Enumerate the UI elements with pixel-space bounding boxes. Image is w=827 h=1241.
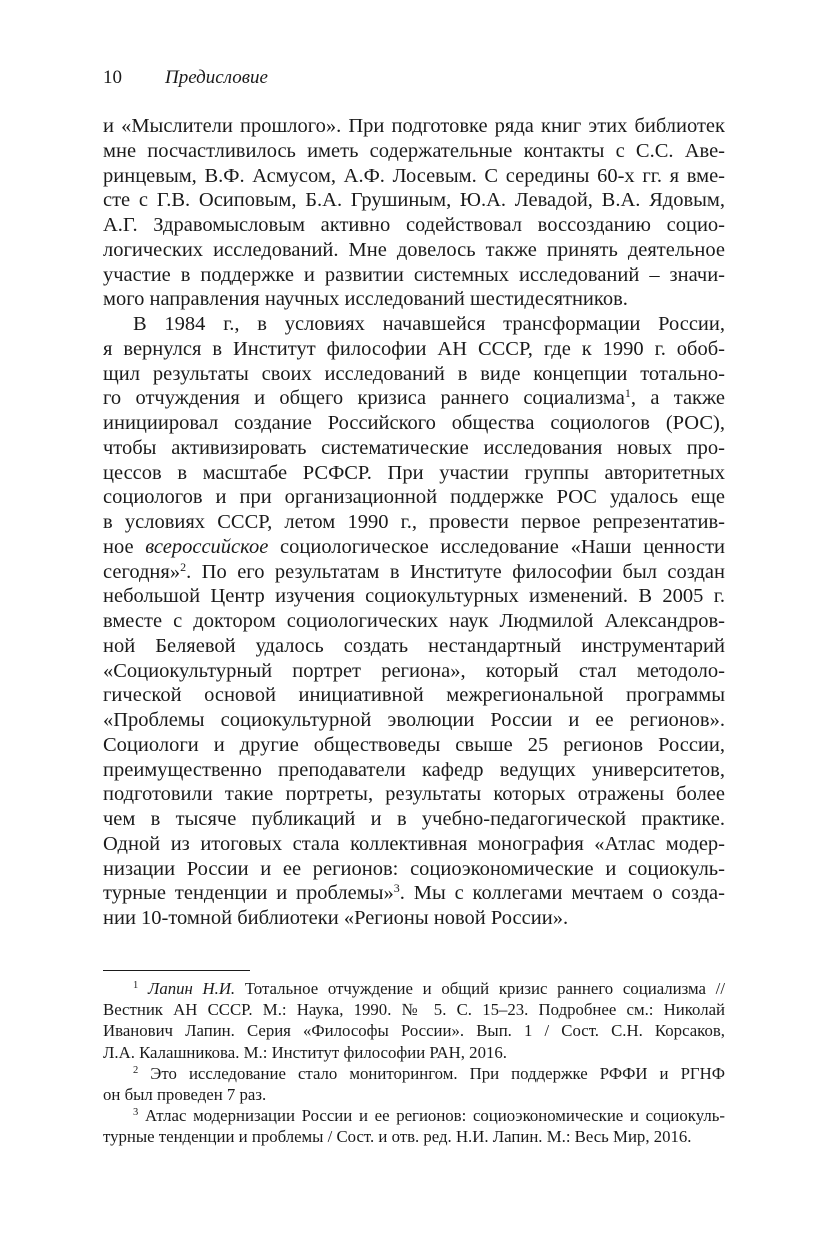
text-line: ной Беляевой удалось создать нестандартный инструментарий [103, 634, 725, 657]
footnote-mark: 2 [133, 1064, 139, 1076]
text-segment: го отчуждения и общего кризиса раннего социализма [103, 387, 625, 410]
text-line: я вернулся в Институт философии АН СССР, где к 1990 г. обоб- [103, 337, 725, 360]
footnote-line: он был проведен 7 раз. [103, 1084, 267, 1104]
text-line: логических исследований. Мне довелось также принять деятельное [103, 238, 725, 261]
text-line: ринцевым, В.Ф. Асмусом, А.Ф. Лосевым. С середины 60-х гг. я вме- [103, 164, 725, 187]
text-line: чтобы активизировать систематические исследования новых про- [103, 436, 725, 459]
text-line: инициировал создание Российского общества социологов (РОС), [103, 412, 725, 434]
text-segment: турные тенденции и проблемы» [103, 882, 394, 905]
text-line: вместе с доктором социологических наук Людмилой Александров- [103, 610, 725, 632]
text-segment: . Мы с коллегами мечтаем о созда- [399, 882, 725, 905]
text-line: В 1984 г., в условиях начавшейся трансформации России, [133, 313, 725, 335]
footnote-2 [103, 1063, 725, 1084]
text-line: подготовили такие портреты, результаты которых отражены более [103, 783, 725, 806]
text-line: небольшой Центр изучения социокультурных изменений. В 2005 г. [103, 585, 725, 608]
text-line: и «Мыслители прошлого». При подготовке ряда книг этих библиотек [103, 115, 725, 137]
footnote-ref-1: 1 [624, 386, 631, 401]
text-line: участие в поддержке и развитии системных исследований – значи- [103, 263, 725, 286]
footnote-line: Иванович Лапин. Серия «Философы России». Вып. 1 / Сост. С.Н. Корсаков, [103, 1021, 725, 1041]
text-line: социологов и при организационной поддержке РОС удалось еще [103, 486, 725, 509]
footnote-ref-3: 3 [393, 881, 400, 896]
text-line: преимущественно преподаватели кафедр ведущих университетов, [103, 758, 725, 781]
text-segment: социологическое исследование «Наши ценности [268, 535, 725, 558]
text-line [103, 560, 725, 585]
text-line [103, 535, 725, 560]
text-line: А.Г. Здравомысловым активно содействовал воссозданию социо- [103, 214, 725, 236]
text-segment: сегодня» [103, 560, 181, 583]
footnote-author: Лапин Н.И. [147, 979, 236, 998]
footnote-line: Л.А. Калашникова. М.: Институт философии РАН, 2016. [103, 1042, 507, 1062]
footnote-mark: 1 [133, 980, 139, 991]
text-segment: , а также [630, 387, 726, 410]
page-number: 10 [103, 67, 122, 88]
text-line [103, 881, 725, 906]
text-line: Одной из итоговых стала коллективная монография «Атлас модер- [103, 832, 725, 855]
footnote-line: Вестник АН СССР. М.: Наука, 1990. № 5. С. 15–23. Подробнее см.: Николай [103, 1000, 725, 1020]
body-text [103, 114, 725, 931]
text-line: низации России и ее регионов: социоэкономические и социокуль- [103, 857, 725, 880]
text-line: гической основой инициативной межрегиональной программы [103, 684, 725, 707]
text-line: щил результаты своих исследований в виде концепции тотально- [103, 362, 725, 385]
text-segment: . По его результатам в Институте философии был создан [186, 560, 725, 583]
section-title: Предисловие [165, 67, 268, 88]
footnote-mark: 3 [133, 1107, 139, 1119]
text-line [103, 386, 725, 411]
text-line: мого направления научных исследований шестидесятников. [103, 288, 628, 311]
footnote-line: турные тенденции и проблемы / Сост. и отв. ред. Н.И. Лапин. М.: Весь Мир, 2016. [103, 1127, 692, 1147]
text-line: чем в тысяче публикаций и в учебно-педагогической практике. [103, 808, 725, 830]
footnote-divider [103, 970, 250, 971]
text-line: сте с Г.В. Осиповым, Б.А. Грушиным, Ю.А. Левадой, В.А. Ядовым, [103, 189, 725, 212]
running-head [103, 66, 268, 90]
footnotes [103, 978, 725, 1148]
text-line: Социологи и другие обществоведы свыше 25 регионов России, [103, 733, 725, 756]
text-segment: Это исследование стало мониторингом. При поддержке РФФИ и РГНФ [138, 1063, 725, 1083]
text-line: в условиях СССР, летом 1990 г., провести первое репрезентатив- [103, 511, 725, 533]
text-line: цессов в масштабе РСФСР. При участии группы авторитетных [103, 461, 725, 484]
text-line: мне посчастливилось иметь содержательные контакты с С.С. Аве- [103, 139, 725, 162]
text-segment: Атлас модернизации России и ее регионов: социоэкономические и социокуль- [138, 1106, 725, 1126]
text-line: «Проблемы социокультурной эволюции России и ее регионов». [103, 709, 725, 731]
text-line: нии 10-томной библиотеки «Регионы новой России». [103, 907, 569, 929]
footnote-ref-2: 2 [180, 559, 187, 574]
footnote-1 [103, 978, 725, 999]
text-line: «Социокультурный портрет региона», который стал методоло- [103, 659, 725, 682]
italic-emphasis: всероссийское [145, 535, 269, 558]
text-segment: Тотальное отчуждение и общий кризис раннего социализма // [235, 979, 725, 998]
footnote-3 [103, 1105, 725, 1126]
text-segment: ное [103, 535, 134, 558]
